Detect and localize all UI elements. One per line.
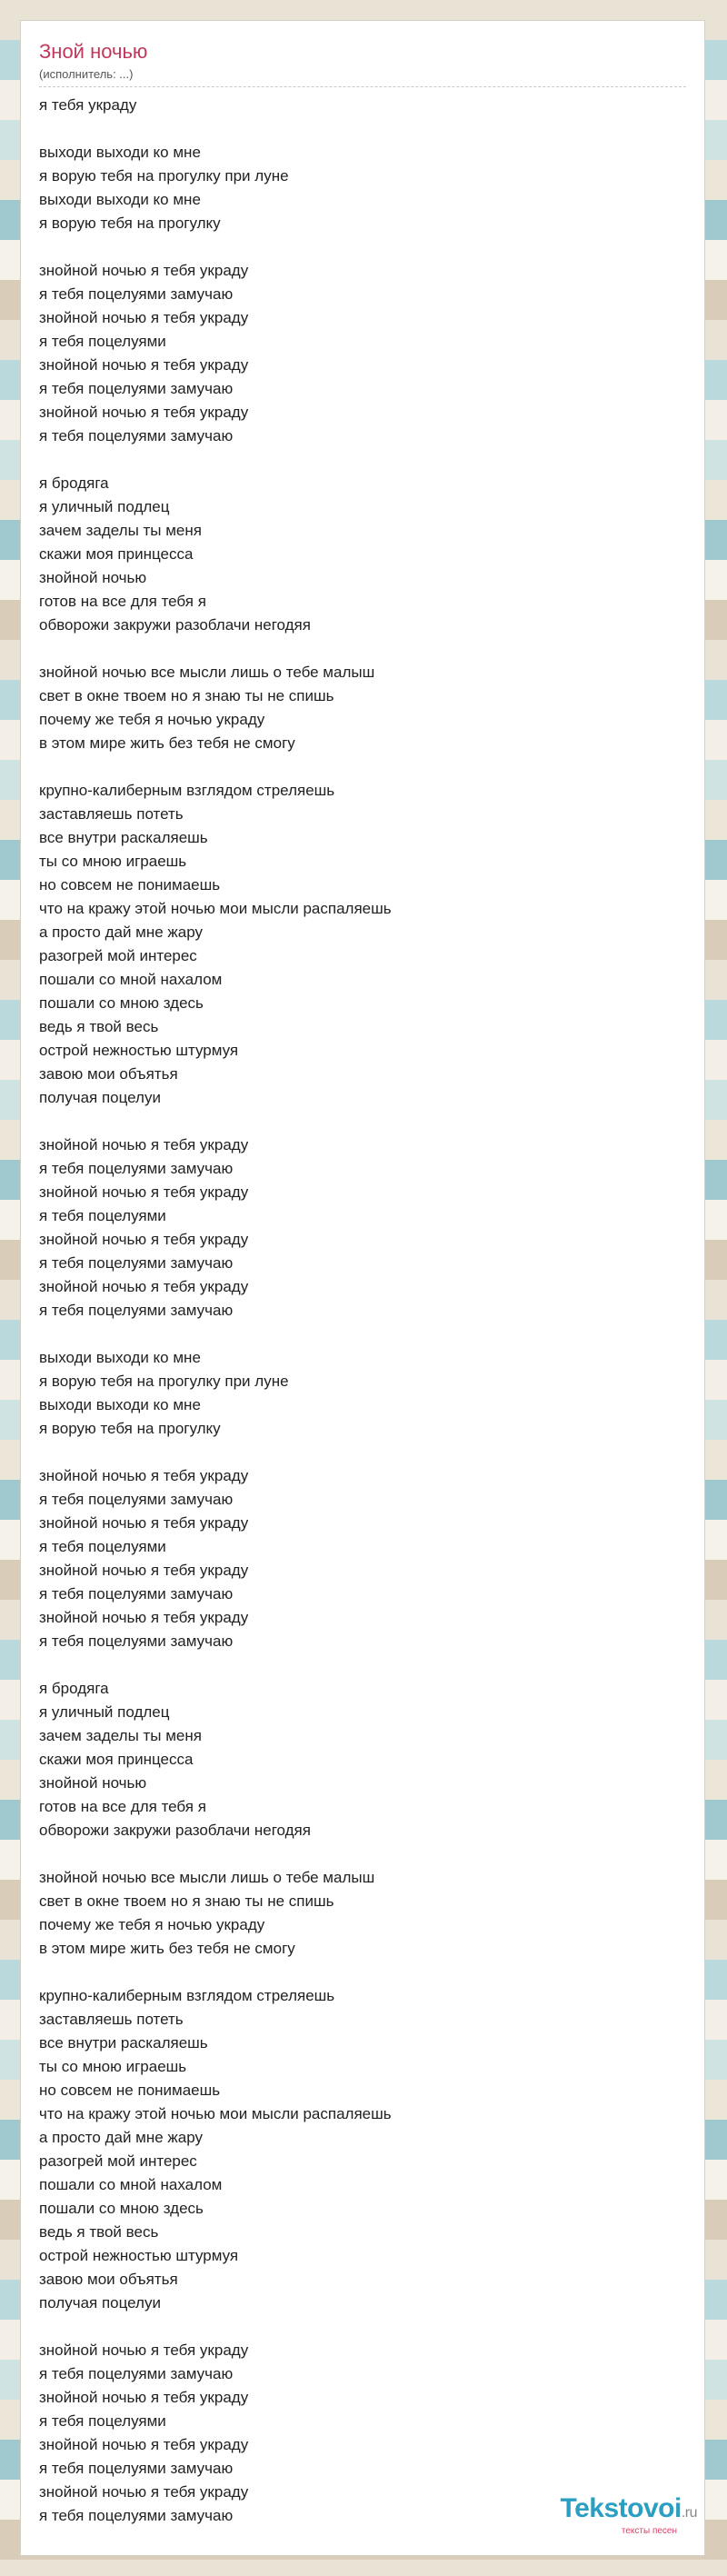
lyric-line: что на кражу этой ночью мои мысли распаляешь bbox=[39, 2105, 392, 2122]
lyric-line: я ворую тебя на прогулку bbox=[39, 215, 221, 232]
lyric-line: знойной ночью я тебя украду bbox=[39, 1278, 249, 1295]
lyric-line: знойной ночью я тебя украду bbox=[39, 1609, 249, 1626]
lyric-gap bbox=[39, 117, 686, 141]
lyric-line: я ворую тебя на прогулку bbox=[39, 1420, 221, 1437]
lyric-line: я тебя поцелуями замучаю bbox=[39, 2365, 234, 2382]
lyric-gap bbox=[39, 755, 686, 779]
lyric-line: я тебя поцелуями замучаю bbox=[39, 2507, 234, 2524]
lyric-line: все внутри раскаляешь bbox=[39, 829, 208, 846]
lyric-line: все внутри раскаляешь bbox=[39, 2034, 208, 2052]
lyric-line: пошали со мной нахалом bbox=[39, 2176, 223, 2193]
lyric-gap bbox=[39, 1441, 686, 1464]
lyric-line: знойной ночью я тебя украду bbox=[39, 1231, 249, 1248]
lyric-gap bbox=[39, 448, 686, 472]
lyric-line: я уличный подлец bbox=[39, 498, 170, 515]
lyric-line: ты со мною играешь bbox=[39, 2058, 187, 2075]
lyric-line: знойной ночью я тебя украду bbox=[39, 1183, 249, 1201]
lyric-line: я тебя поцелуями bbox=[39, 2412, 166, 2430]
lyric-line: почему же тебя я ночью украду bbox=[39, 1916, 265, 1933]
lyric-line: я тебя поцелуями замучаю bbox=[39, 1160, 234, 1177]
lyric-line: в этом мире жить без тебя не смогу bbox=[39, 734, 295, 752]
lyric-gap bbox=[39, 1653, 686, 1677]
lyric-line: знойной ночью я тебя украду bbox=[39, 2436, 249, 2453]
lyric-line: готов на все для тебя я bbox=[39, 593, 206, 610]
lyric-line: я ворую тебя на прогулку при луне bbox=[39, 167, 289, 185]
artist-line[interactable]: (исполнитель: ...) bbox=[39, 67, 134, 81]
lyric-line: знойной ночью я тебя украду bbox=[39, 356, 249, 374]
lyric-line: острой нежностью штурмуя bbox=[39, 1042, 239, 1059]
lyric-line: но совсем не понимаешь bbox=[39, 2082, 221, 2099]
lyric-gap bbox=[39, 1323, 686, 1346]
lyric-line: свет в окне твоем но я знаю ты не спишь bbox=[39, 1892, 334, 1910]
lyric-line: я тебя поцелуями замучаю bbox=[39, 1632, 234, 1650]
song-title: Зной ночью bbox=[39, 40, 148, 63]
lyric-line: я тебя поцелуями bbox=[39, 1207, 166, 1224]
lyric-line: я тебя поцелуями замучаю bbox=[39, 1302, 234, 1319]
logo-name: Tekstovoi bbox=[560, 2493, 682, 2523]
lyric-line: знойной ночью я тебя украду bbox=[39, 1467, 249, 1484]
lyric-line: знойной ночью bbox=[39, 1774, 147, 1792]
lyric-line: ты со мною играешь bbox=[39, 853, 187, 870]
lyric-line: пошали со мною здесь bbox=[39, 2200, 204, 2217]
lyric-line: знойной ночью я тебя украду bbox=[39, 1562, 249, 1579]
lyric-gap bbox=[39, 1110, 686, 1133]
lyric-line: скажи моя принцесса bbox=[39, 1751, 194, 1768]
lyric-line: пошали со мною здесь bbox=[39, 994, 204, 1012]
lyric-line: обворожи закружи разоблачи негодяя bbox=[39, 1822, 311, 1839]
lyric-line: почему же тебя я ночью украду bbox=[39, 711, 265, 728]
logo-tld: .ru bbox=[681, 2505, 697, 2521]
lyric-line: в этом мире жить без тебя не смогу bbox=[39, 1940, 295, 1957]
logo-tagline: тексты песен bbox=[621, 2526, 677, 2536]
lyric-line: готов на все для тебя я bbox=[39, 1798, 206, 1815]
lyric-line: зачем заделы ты меня bbox=[39, 522, 202, 539]
lyric-line: я тебя поцелуями замучаю bbox=[39, 2460, 234, 2477]
lyric-line: знойной ночью я тебя украду bbox=[39, 309, 249, 326]
lyric-line: выходи выходи ко мне bbox=[39, 191, 201, 208]
song-header bbox=[39, 39, 686, 87]
lyric-line: выходи выходи ко мне bbox=[39, 1396, 201, 1413]
lyric-line: знойной ночью все мысли лишь о тебе малыш bbox=[39, 1869, 375, 1886]
lyric-line: я тебя поцелуями замучаю bbox=[39, 1254, 234, 1272]
lyric-line: я ворую тебя на прогулку при луне bbox=[39, 1373, 289, 1390]
lyric-line: крупно-калиберным взглядом стреляешь bbox=[39, 782, 335, 799]
lyric-line: а просто дай мне жару bbox=[39, 924, 204, 941]
lyric-line: я тебя поцелуями bbox=[39, 1538, 166, 1555]
lyric-line: я тебя поцелуями bbox=[39, 333, 166, 350]
lyric-line: свет в окне твоем но я знаю ты не спишь bbox=[39, 687, 334, 704]
lyric-line: а просто дай мне жару bbox=[39, 2129, 204, 2146]
lyric-line: заставляешь потеть bbox=[39, 805, 184, 823]
lyric-line: разогрей мой интерес bbox=[39, 947, 197, 964]
lyric-line: выходи выходи ко мне bbox=[39, 144, 201, 161]
lyric-line: знойной ночью bbox=[39, 569, 147, 586]
lyric-gap bbox=[39, 235, 686, 259]
lyric-line: знойной ночью я тебя украду bbox=[39, 2483, 249, 2501]
lyric-line: я тебя поцелуями замучаю bbox=[39, 1585, 234, 1603]
lyric-line: я тебя поцелуями замучаю bbox=[39, 380, 234, 397]
lyric-line: знойной ночью я тебя украду bbox=[39, 2341, 249, 2359]
lyric-line: скажи моя принцесса bbox=[39, 545, 194, 563]
lyric-gap bbox=[39, 637, 686, 661]
lyric-line: я бродяга bbox=[39, 1680, 109, 1697]
lyric-line: но совсем не понимаешь bbox=[39, 876, 221, 894]
lyric-line: я тебя поцелуями замучаю bbox=[39, 427, 234, 444]
lyric-line: знойной ночью все мысли лишь о тебе малыш bbox=[39, 664, 375, 681]
lyric-line: знойной ночью я тебя украду bbox=[39, 1136, 249, 1153]
lyric-line: я тебя поцелуями замучаю bbox=[39, 285, 234, 303]
logo-wordmark[interactable] bbox=[561, 2494, 697, 2528]
lyric-line: разогрей мой интерес bbox=[39, 2152, 197, 2170]
lyric-line: знойной ночью я тебя украду bbox=[39, 1514, 249, 1532]
lyric-line: получая поцелуи bbox=[39, 1089, 161, 1106]
lyric-gap bbox=[39, 1961, 686, 1984]
lyric-line: острой нежностью штурмуя bbox=[39, 2247, 239, 2264]
lyric-line: крупно-калиберным взглядом стреляешь bbox=[39, 1987, 335, 2004]
lyric-line: я тебя украду bbox=[39, 96, 137, 114]
lyrics-body bbox=[39, 94, 686, 2528]
lyric-line: знойной ночью я тебя украду bbox=[39, 2389, 249, 2406]
lyric-line: ведь я твой весь bbox=[39, 1018, 159, 1035]
lyric-line: завою мои объятья bbox=[39, 1065, 178, 1083]
lyric-line: знойной ночью я тебя украду bbox=[39, 262, 249, 279]
lyric-gap bbox=[39, 2315, 686, 2339]
lyric-line: получая поцелуи bbox=[39, 2294, 161, 2311]
lyric-line: зачем заделы ты меня bbox=[39, 1727, 202, 1744]
lyric-line: выходи выходи ко мне bbox=[39, 1349, 201, 1366]
lyric-line: обворожи закружи разоблачи негодяя bbox=[39, 616, 311, 634]
lyric-line: заставляешь потеть bbox=[39, 2011, 184, 2028]
lyric-line: я бродяга bbox=[39, 474, 109, 492]
lyrics-card bbox=[20, 20, 705, 2556]
lyric-line: я тебя поцелуями замучаю bbox=[39, 1491, 234, 1508]
lyric-line: завою мои объятья bbox=[39, 2271, 178, 2288]
lyric-gap bbox=[39, 1842, 686, 1866]
lyric-line: ведь я твой весь bbox=[39, 2223, 159, 2241]
lyric-line: пошали со мной нахалом bbox=[39, 971, 223, 988]
site-logo[interactable] bbox=[561, 2494, 697, 2537]
header-divider bbox=[39, 86, 686, 87]
lyric-line: знойной ночью я тебя украду bbox=[39, 404, 249, 421]
lyric-line: что на кражу этой ночью мои мысли распаляешь bbox=[39, 900, 392, 917]
lyric-line: я уличный подлец bbox=[39, 1703, 170, 1721]
